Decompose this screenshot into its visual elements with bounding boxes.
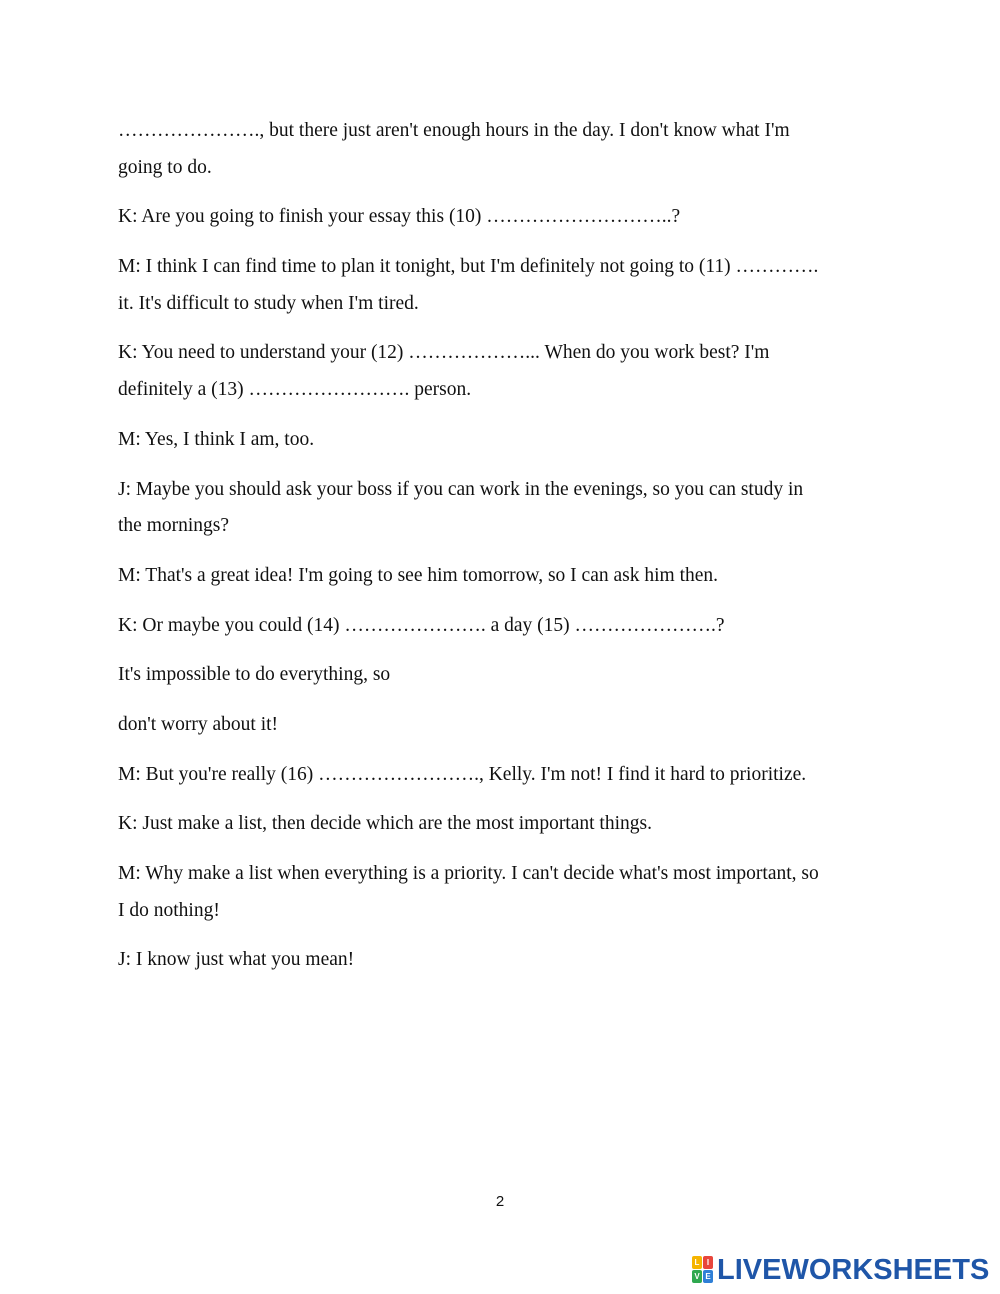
page-number: 2 xyxy=(495,1193,505,1210)
text-line: K: You need to understand your (12) ………………... When do you work best? I'm xyxy=(118,342,770,363)
text-line: I do nothing! xyxy=(118,900,220,921)
text-line: K: Just make a list, then decide which are the most important things. xyxy=(118,813,652,834)
text-line: K: Are you going to finish your essay this (10) ………………………..? xyxy=(118,206,681,227)
liveworksheets-logo[interactable] xyxy=(692,1254,989,1286)
text-line: going to do. xyxy=(118,157,212,178)
logo-badge-letter: I xyxy=(703,1256,713,1269)
text-line: the mornings? xyxy=(118,515,230,536)
text-line: M: That's a great idea! I'm going to see him tomorrow, so I can ask him then. xyxy=(118,565,719,586)
logo-wordmark: LIVEWORKSHEETS xyxy=(717,1254,990,1286)
text-line: …………………., but there just aren't enough hours in the day. I don't know what I'm xyxy=(118,120,790,141)
logo-badge-letter: E xyxy=(703,1270,713,1283)
logo-badge-letter: L xyxy=(692,1256,702,1269)
text-line: M: Why make a list when everything is a priority. I can't decide what's most important, so xyxy=(118,863,819,884)
text-line: definitely a (13) ……………………. person. xyxy=(118,379,472,400)
text-line: don't worry about it! xyxy=(118,714,279,735)
text-line: M: Yes, I think I am, too. xyxy=(118,429,315,450)
logo-badge-icon xyxy=(692,1256,714,1284)
text-line: it. It's difficult to study when I'm tired. xyxy=(118,293,419,314)
text-line: J: I know just what you mean! xyxy=(118,949,355,970)
text-line: It's impossible to do everything, so xyxy=(118,664,391,685)
text-line: K: Or maybe you could (14) …………………. a day (15) ………………….? xyxy=(118,615,725,636)
logo-badge-letter: V xyxy=(692,1270,702,1283)
text-line: J: Maybe you should ask your boss if you can work in the evenings, so you can study in xyxy=(118,479,804,500)
text-line: M: I think I can find time to plan it tonight, but I'm definitely not going to (11) …………. xyxy=(118,256,819,277)
text-line: M: But you're really (16) ……………………., Kelly. I'm not! I find it hard to prioritize. xyxy=(118,764,807,785)
